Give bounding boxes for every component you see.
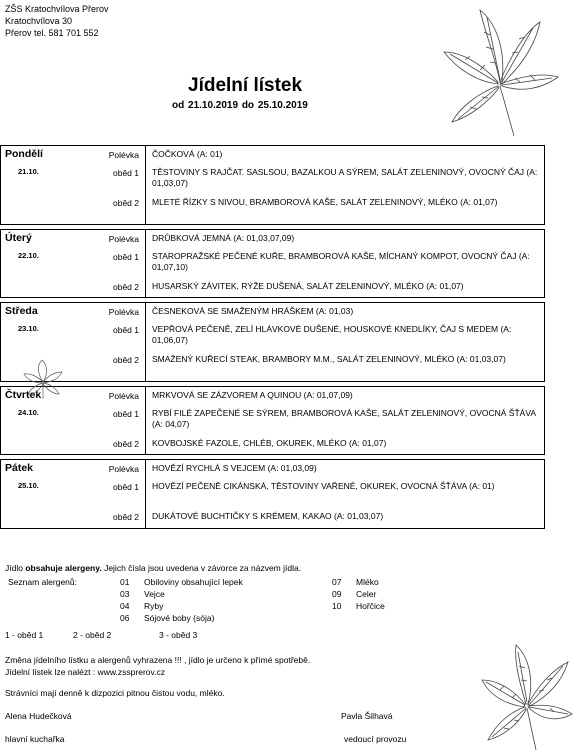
meal-kind: Polévka	[108, 391, 139, 401]
meal-kind: oběd 2	[113, 355, 139, 365]
meal-dish: MRKVOVÁ SE ZÁZVOREM A QUINOU (A: 01,07,09)	[145, 387, 544, 405]
allergen-name: Obiloviny obsahující lepek	[144, 577, 243, 587]
meal-dish: DUKÁTOVÉ BUCHTIČKY S KRÉMEM, KAKAO (A: 01,03,07)	[145, 508, 544, 528]
meal-kind: oběd 1	[113, 168, 139, 178]
allergen-code: 04	[120, 601, 130, 611]
allergen-code: 10	[332, 601, 342, 611]
meal-row	[1, 387, 544, 405]
meal-row	[1, 478, 544, 508]
meal-kind: Polévka	[108, 464, 139, 474]
legend-item: 2 - oběd 2	[73, 630, 112, 640]
meal-kind: Polévka	[108, 234, 139, 244]
allergen-name: Mléko	[356, 577, 379, 587]
day-date: 24.10.	[18, 408, 39, 417]
allergen-code: 09	[332, 589, 342, 599]
meal-row	[1, 303, 544, 321]
meal-kind: oběd 1	[113, 409, 139, 419]
allergen-name: Vejce	[144, 589, 165, 599]
day-block-tuesday	[0, 229, 545, 298]
school-name: ZŠS Kratochvílova Přerov	[5, 4, 109, 14]
meal-dish: ČOČKOVÁ (A: 01)	[145, 146, 544, 164]
day-date: 22.10.	[18, 251, 39, 260]
allergen-code: 03	[120, 589, 130, 599]
day-block-thursday	[0, 386, 545, 455]
notice-web: Jídelní lístek lze nalézt : www.zssprerov.cz	[5, 667, 165, 677]
menu-table	[0, 145, 545, 529]
day-date: 23.10.	[18, 324, 39, 333]
cook-name: Alena Hudečková	[5, 711, 72, 721]
meal-row	[1, 435, 544, 454]
allergen-note-suffix: Jejich čísla jsou uvedena v závorce za názvem jídla.	[101, 563, 302, 573]
meal-kind: oběd 2	[113, 282, 139, 292]
meal-dish: HUSARSKÝ ZÁVITEK, RÝŽE DUŠENÁ, SALÁT ZELENINOVÝ, MLÉKO (A: 01,07)	[145, 278, 544, 297]
meal-row	[1, 351, 544, 381]
day-block-monday	[0, 145, 545, 225]
day-date: 25.10.	[18, 481, 39, 490]
meal-dish: MLETÉ ŘÍZKY S NIVOU, BRAMBOROVÁ KAŠE, SALÁT ZELENINOVÝ, MLÉKO (A: 01,07)	[145, 194, 544, 224]
meal-dish: KOVBOJSKÉ FAZOLE, CHLÉB, OKUREK, MLÉKO (A: 01,07)	[145, 435, 544, 454]
allergen-name: Ryby	[144, 601, 164, 611]
meal-kind: oběd 2	[113, 439, 139, 449]
allergen-code: 06	[120, 613, 130, 623]
meal-row	[1, 230, 544, 248]
meal-row	[1, 194, 544, 224]
chestnut-leaf-icon	[478, 642, 574, 752]
meal-kind: Polévka	[108, 150, 139, 160]
page-title: Jídelní lístek	[188, 75, 303, 96]
day-name: Středa	[5, 305, 38, 317]
meal-dish: SMAŽENÝ KUŘECÍ STEAK, BRAMBORY M.M., SALÁT ZELENINOVÝ, MLÉKO (A: 01,03,07)	[145, 351, 544, 381]
meal-kind: oběd 1	[113, 252, 139, 262]
meal-row	[1, 146, 544, 164]
day-name: Čtvrtek	[5, 389, 42, 401]
chestnut-leaf-icon	[440, 2, 560, 137]
day-block-wednesday	[0, 302, 545, 382]
school-street: Kratochvílova 30	[5, 16, 73, 26]
allergen-note-prefix: Jídlo	[5, 563, 26, 573]
meal-dish: STAROPRAŽSKÉ PEČENÉ KUŘE, BRAMBOROVÁ KAŠE, MÍCHANÝ KOMPOT, OVOCNÝ ČAJ (A: 01,07,10)	[145, 248, 544, 278]
meal-kind: oběd 2	[113, 198, 139, 208]
allergen-note	[5, 563, 301, 574]
allergen-code: 07	[332, 577, 342, 587]
meal-row	[1, 508, 544, 528]
meal-dish: ČESNEKOVÁ SE SMAŽENÝM HRÁŠKEM (A: 01,03)	[145, 303, 544, 321]
day-block-friday	[0, 459, 545, 529]
meal-row	[1, 321, 544, 351]
legend-item: 1 - oběd 1	[5, 630, 44, 640]
allergen-name: Hořčice	[356, 601, 385, 611]
day-name: Pátek	[5, 462, 34, 474]
day-name: Úterý	[5, 232, 32, 244]
manager-name: Pavla Šilhavá	[341, 711, 393, 721]
school-city-phone: Přerov tel. 581 701 552	[5, 28, 99, 38]
meal-row	[1, 164, 544, 194]
day-date: 21.10.	[18, 167, 39, 176]
manager-role: vedoucí provozu	[344, 734, 407, 744]
legend-item: 3 - oběd 3	[159, 630, 198, 640]
meal-kind: oběd 1	[113, 482, 139, 492]
meal-dish: HOVĚZÍ RYCHLÁ S VEJCEM (A: 01,03,09)	[145, 460, 544, 478]
meal-dish: TĚSTOVINY S RAJČAT. SASLSOU, BAZALKOU A SÝREM, SALÁT ZELENINOVÝ, OVOCNÝ ČAJ (A: 01,03,07)	[145, 164, 544, 194]
meal-kind: oběd 1	[113, 325, 139, 335]
small-leaf-icon	[22, 358, 64, 400]
meal-row	[1, 460, 544, 478]
allergen-list-label: Seznam alergenů:	[8, 577, 77, 587]
notice-water: Strávníci mají denně k dizpozici pitnou čistou vodu, mléko.	[5, 688, 225, 698]
meal-dish: DRŮBKOVÁ JEMNÁ (A: 01,03,07,09)	[145, 230, 544, 248]
date-range: od 21.10.2019 do 25.10.2019	[172, 100, 308, 111]
meal-kind: oběd 2	[113, 512, 139, 522]
meal-row	[1, 248, 544, 278]
allergen-note-bold: obsahuje alergeny.	[25, 563, 102, 573]
meal-dish: VEPŘOVÁ PEČENĚ, ZELÍ HLÁVKOVÉ DUŠENÉ, HOUSKOVÉ KNEDLÍKY, ČAJ S MEDEM (A: 01,06,07)	[145, 321, 544, 351]
meal-row	[1, 278, 544, 297]
meal-dish: HOVĚZÍ PEČENĚ CIKÁNSKÁ, TĚSTOVINY VAŘENÉ, OKUREK, OVOCNÁ ŠŤÁVA (A: 01)	[145, 478, 544, 508]
allergen-name: Sójové boby (sója)	[144, 613, 215, 623]
meal-row	[1, 405, 544, 435]
meal-dish: RYBÍ FILÉ ZAPEČENÉ SE SÝREM, BRAMBOROVÁ KAŠE, SALÁT ZELENINOVÝ, OVOCNÁ ŠŤÁVA (A: 04,07)	[145, 405, 544, 435]
allergen-code: 01	[120, 577, 130, 587]
notice-changes: Změna jídelního lístku a alergenů vyhrazena !!! , jídlo je určeno k přímé spotřebě.	[5, 655, 311, 665]
cook-role: hlavní kuchařka	[5, 734, 65, 744]
meal-kind: Polévka	[108, 307, 139, 317]
allergen-name: Celer	[356, 589, 377, 599]
day-name: Pondělí	[5, 148, 43, 160]
